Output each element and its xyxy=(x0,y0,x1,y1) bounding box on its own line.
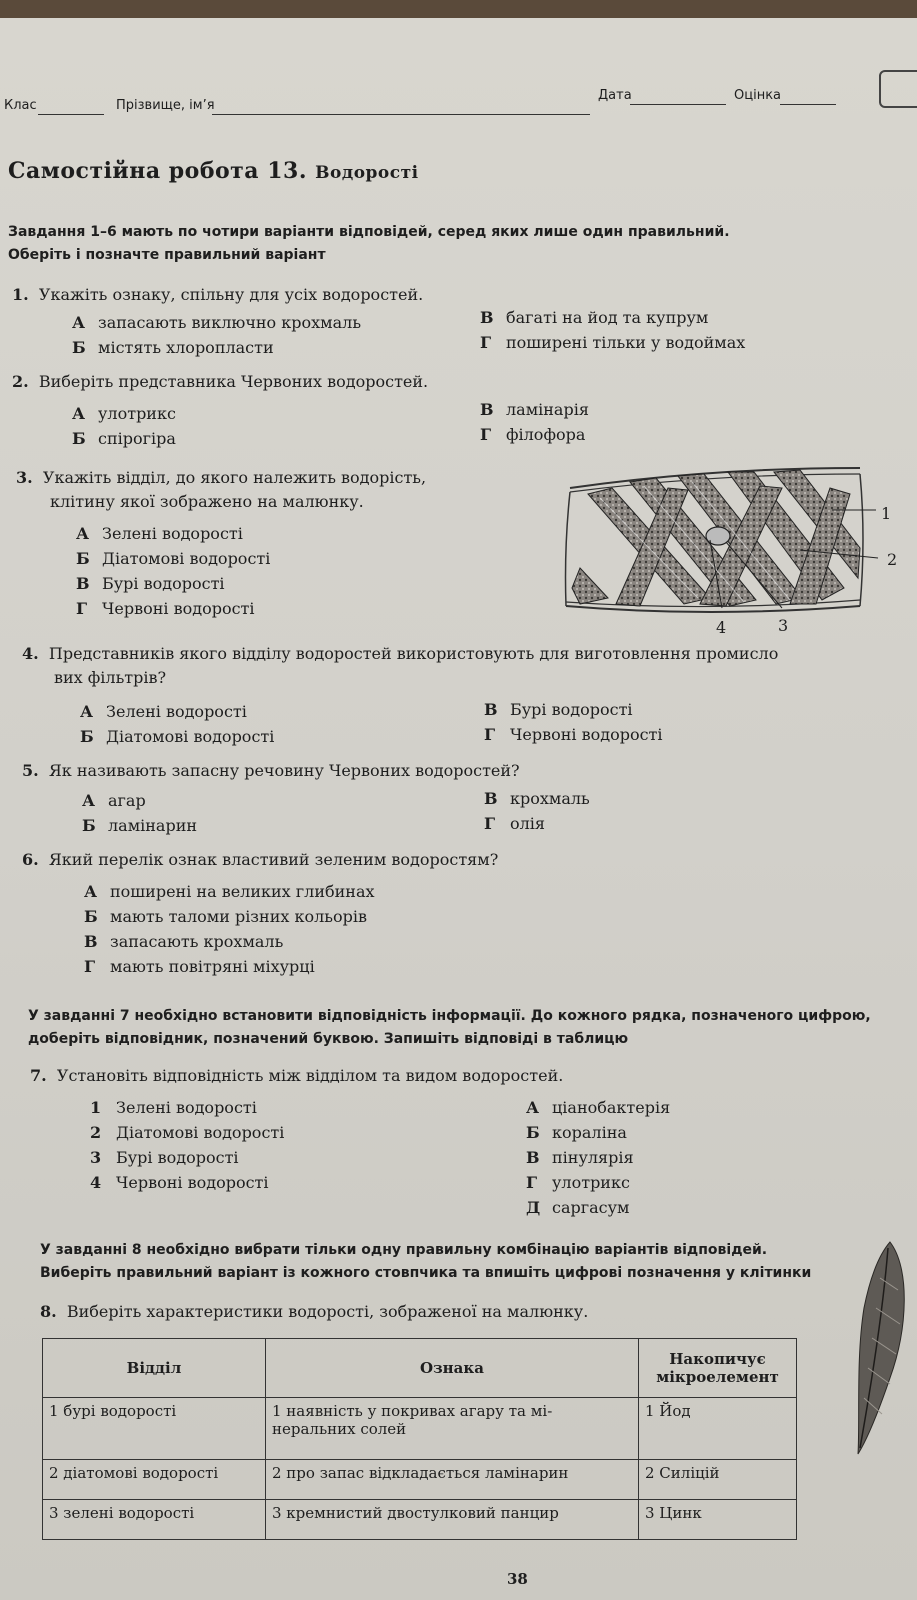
table-cell: 3 Цинк xyxy=(639,1500,797,1540)
q7-left-2: 2 Діатомові водорості xyxy=(90,1123,285,1142)
q7-right-v: В пінулярія xyxy=(526,1148,634,1167)
table-header-cell: Накопичує мікроелемент xyxy=(639,1339,797,1398)
q4-option-v[interactable]: В Бурі водорості xyxy=(484,700,633,719)
instruction-3-line1: У завданні 8 необхідно вибрати тільки одну правильну комбінацію варіантів відповідей. xyxy=(40,1242,768,1258)
table-cell: 2 діатомові водорості xyxy=(43,1460,266,1500)
q6-option-b[interactable]: Б мають таломи різних кольорів xyxy=(84,907,367,926)
q5-option-g[interactable]: Г олія xyxy=(484,814,546,833)
table-cell: 1 бурі водорості xyxy=(43,1398,266,1460)
table-cell: 2 про запас відкладається ламінарин xyxy=(266,1460,639,1500)
figure-label-4: 4 xyxy=(716,618,727,637)
instruction-3-line2: Виберіть правильний варіант із кожного стовпчика та впишіть цифрові позначення у клітинки xyxy=(40,1265,812,1281)
question-7: 7. Установіть відповідність між відділом та видом водоростей. xyxy=(30,1066,564,1085)
q2-option-g[interactable]: Г філофора xyxy=(480,425,586,444)
answer-table-8 xyxy=(42,1338,797,1540)
name-label: Прізвище, ім’я xyxy=(116,98,215,113)
table-cell: 3 кремнистий двостулковий панцир xyxy=(266,1500,639,1540)
question-4-line1: 4. Представників якого відділу водоростей використовують для виготовлення промисло xyxy=(22,644,779,663)
question-3-line1: 3. Укажіть відділ, до якого належить водорість, xyxy=(16,468,427,487)
q2-option-v[interactable]: В ламінарія xyxy=(480,400,589,419)
q7-right-g: Г улотрикс xyxy=(526,1173,630,1192)
instruction-1-line1: Завдання 1–6 мають по чотири варіанти відповідей, серед яких лише один правильний. xyxy=(8,224,730,240)
table-row xyxy=(43,1500,797,1540)
instruction-2-line2: доберіть відповідник, позначений буквою. Запишіть відповіді в таблицю xyxy=(28,1031,629,1047)
page-title xyxy=(8,158,419,184)
question-2: 2. Виберіть представника Червоних водоростей. xyxy=(12,372,429,391)
question-5: 5. Як називають запасну речовину Червоних водоростей? xyxy=(22,761,520,780)
q7-left-1: 1 Зелені водорості xyxy=(90,1098,257,1117)
table-row xyxy=(43,1460,797,1500)
page-number: 38 xyxy=(507,1570,528,1588)
grade-box[interactable] xyxy=(879,70,917,108)
q4-option-b[interactable]: Б Діатомові водорості xyxy=(80,727,275,746)
q7-left-4: 4 Червоні водорості xyxy=(90,1173,269,1192)
question-3-line2: клітину якої зображено на малюнку. xyxy=(50,492,364,511)
grade-label: Оцінка xyxy=(734,88,782,103)
q2-option-a[interactable]: А улотрикс xyxy=(72,404,176,423)
q1-option-g[interactable]: Г поширені тільки у водоймах xyxy=(480,333,746,352)
q6-option-g[interactable]: Г мають повітряні міхурці xyxy=(84,957,315,976)
algae-cell-figure xyxy=(560,458,917,638)
question-4-line2: вих фільтрів? xyxy=(54,668,167,687)
q3-option-a[interactable]: А Зелені водорості xyxy=(76,524,243,543)
question-8: 8. Виберіть характеристики водорості, зображеної на малюнку. xyxy=(40,1302,589,1321)
kelp-illustration xyxy=(850,1238,912,1458)
q1-option-b[interactable]: Б містять хлоропласти xyxy=(72,338,274,357)
class-label: Клас xyxy=(4,98,37,113)
q5-option-v[interactable]: В крохмаль xyxy=(484,789,590,808)
q2-option-b[interactable]: Б спірогіра xyxy=(72,429,176,448)
figure-label-2: 2 xyxy=(887,550,898,569)
title-sub: Водорості xyxy=(315,163,419,183)
table-header-cell: Відділ xyxy=(43,1339,266,1398)
q5-option-b[interactable]: Б ламінарин xyxy=(82,816,198,835)
q1-option-a[interactable]: А запасають виключно крохмаль xyxy=(72,313,362,332)
q6-option-v[interactable]: В запасають крохмаль xyxy=(84,932,284,951)
grade-blank[interactable] xyxy=(780,104,836,105)
figure-label-3: 3 xyxy=(778,616,789,635)
q7-right-d: Д саргасум xyxy=(526,1198,630,1217)
name-blank[interactable] xyxy=(212,114,590,115)
q3-option-v[interactable]: В Бурі водорості xyxy=(76,574,225,593)
q6-option-a[interactable]: А поширені на великих глибинах xyxy=(84,882,375,901)
table-cell: 1 наявність у покривах агару та мі- неральних солей xyxy=(266,1398,639,1460)
workbook-page xyxy=(0,18,917,1600)
q7-right-a: А ціанобактерія xyxy=(526,1098,671,1117)
q4-option-g[interactable]: Г Червоні водорості xyxy=(484,725,663,744)
question-1: 1. Укажіть ознаку, спільну для усіх водоростей. xyxy=(12,285,424,304)
class-blank[interactable] xyxy=(38,114,104,115)
table-cell: 2 Силіцій xyxy=(639,1460,797,1500)
figure-label-1: 1 xyxy=(881,504,892,523)
q5-option-a[interactable]: А агар xyxy=(82,791,146,810)
date-blank[interactable] xyxy=(630,104,726,105)
table-header-cell: Ознака xyxy=(266,1339,639,1398)
table-row xyxy=(43,1398,797,1460)
instruction-1-line2: Оберіть і позначте правильний варіант xyxy=(8,247,326,263)
q4-option-a[interactable]: А Зелені водорості xyxy=(80,702,247,721)
q1-option-v[interactable]: В багаті на йод та купрум xyxy=(480,308,709,327)
q3-option-g[interactable]: Г Червоні водорості xyxy=(76,599,255,618)
table-cell: 3 зелені водорості xyxy=(43,1500,266,1540)
instruction-2-line1: У завданні 7 необхідно встановити відповідність інформації. До кожного рядка, позначеного цифрою, xyxy=(28,1008,871,1024)
date-label: Дата xyxy=(598,88,632,103)
table-header-row xyxy=(43,1339,797,1398)
q7-right-b: Б кораліна xyxy=(526,1123,627,1142)
table-cell: 1 Йод xyxy=(639,1398,797,1460)
q7-left-3: 3 Бурі водорості xyxy=(90,1148,239,1167)
question-6: 6. Який перелік ознак властивий зеленим водоростям? xyxy=(22,850,499,869)
title-main: Самостійна робота 13. xyxy=(8,158,307,184)
q3-option-b[interactable]: Б Діатомові водорості xyxy=(76,549,271,568)
